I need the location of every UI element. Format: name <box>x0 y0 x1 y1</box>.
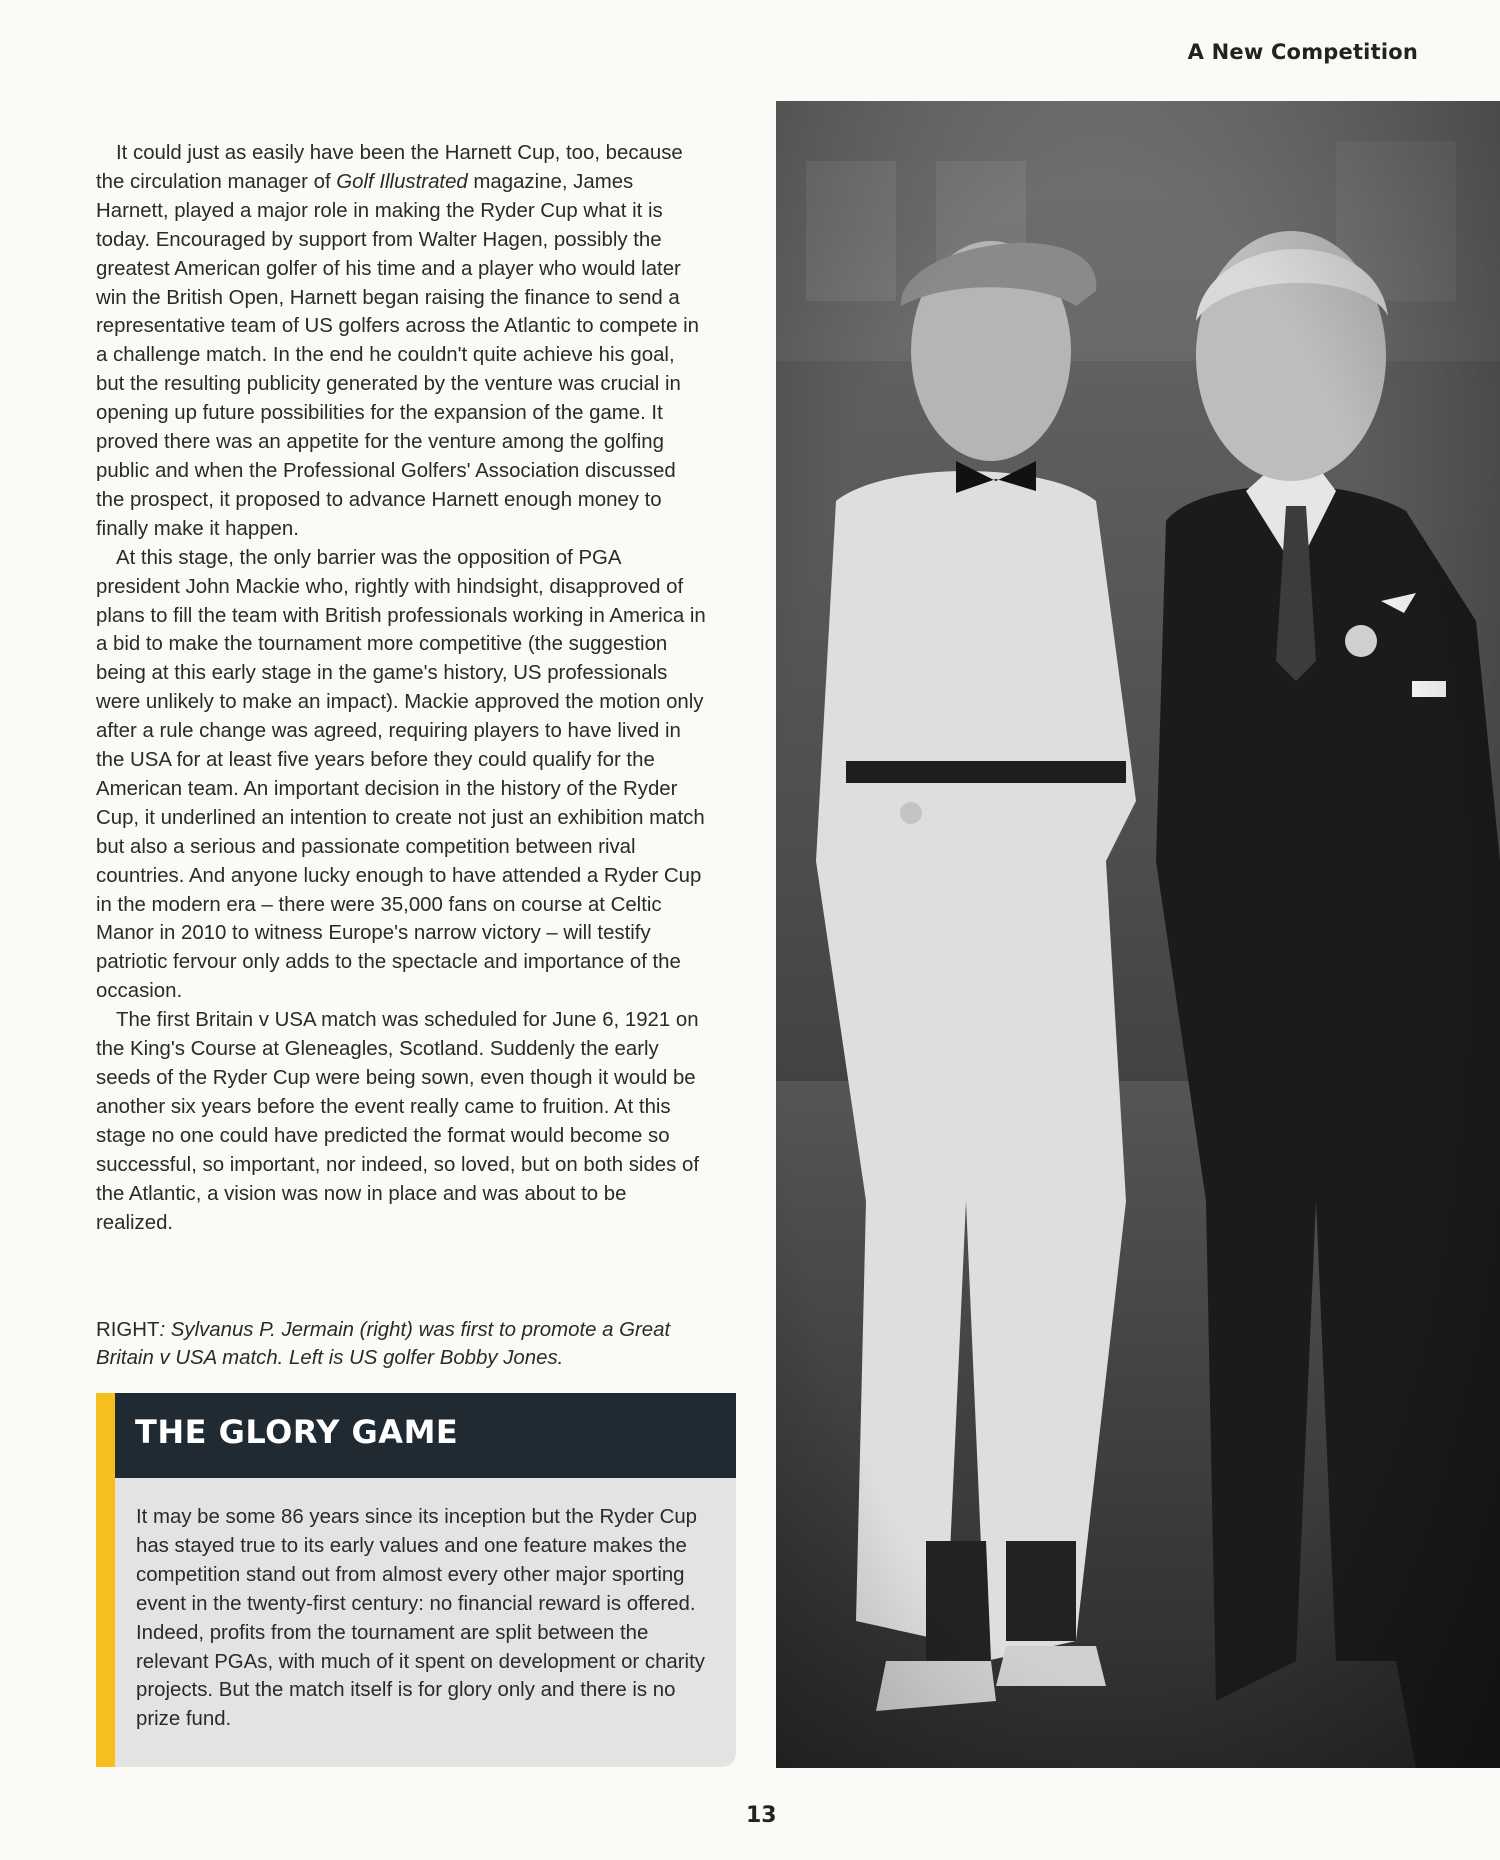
running-head: A New Competition <box>1187 40 1418 64</box>
sidebar-accent-bar <box>96 1393 115 1767</box>
page-number: 13 <box>746 1803 777 1828</box>
sidebar-title-bar <box>115 1393 736 1478</box>
caption-lead: RIGHT <box>96 1319 160 1341</box>
historic-photo <box>776 101 1500 1768</box>
photo-caption <box>96 1316 706 1372</box>
article-body <box>96 139 706 1237</box>
paragraph-text: It could just as easily have been the Harnett Cup, too, because the circulation manager of <box>96 142 683 193</box>
article-paragraph: At this stage, the only barrier was the opposition of PGA president John Mackie who, rightly with hindsight, disapproved of plans to fill the team with British professionals working in America in a bid to make the tournament more competitive (the suggestion being at this early stage in the game's history, US professionals were unlikely to make an impact). Mackie approved the motion only after a rule change was agreed, requiring players to have lived in the USA for at least five years before they could qualify for the American team. An important decision in the history of the Ryder Cup, it underlined an intention to create not just an exhibition match but also a serious and passionate competition between rival countries. And anyone lucky enough to have attended a Ryder Cup in the modern era – there were 35,000 fans on course at Celtic Manor in 2010 to witness Europe's narrow victory – will testify patriotic fervour only adds to the spectacle and importance of the occasion. <box>96 546 706 1003</box>
article-paragraph <box>96 139 706 544</box>
caption-text: : Sylvanus P. Jermain (right) was first to promote a Great Britain v USA match. Left is US golfer Bobby Jones. <box>96 1319 671 1369</box>
photo-vignette <box>776 101 1500 1768</box>
paragraph-text: magazine, James Harnett, played a major role in making the Ryder Cup what it is today. Encouraged by support from Walter Hagen, possibly the greatest American golfer of his time and a player who would later win the British Open, Harnett began raising the finance to send a representative team of US golfers across the Atlantic to compete in a challenge match. In the end he couldn't quite achieve his goal, but the resulting publicity generated by the venture was crucial in opening up future possibilities for the expansion of the game. It proved there was an appetite for the venture among the golfing public and when the Professional Golfers' Association discussed the prospect, it proposed to advance Harnett enough money to finally make it happen. <box>96 170 699 540</box>
article-paragraph: The first Britain v USA match was scheduled for June 6, 1921 on the King's Course at Gleneagles, Scotland. Suddenly the early seeds of the Ryder Cup were being sown, even though it would be another six years before the event really came to fruition. At this stage no one could have predicted the format would become so successful, so important, nor indeed, so loved, but on both sides of the Atlantic, a vision was now in place and was about to be realized. <box>96 1009 700 1234</box>
sidebar-title: THE GLORY GAME <box>135 1413 459 1451</box>
sidebar-body: It may be some 86 years since its inception but the Ryder Cup has stayed true to its early values and one feature makes the competition stand out from almost every other major sporting event in the twenty-first century: no financial reward is offered. Indeed, profits from the tournament are split between the relevant PGAs, with much of it spent on development or charity projects. But the match itself is for glory only and there is no prize fund. <box>136 1506 705 1731</box>
magazine-title: Golf Illustrated <box>336 170 468 193</box>
sidebar-box <box>96 1393 736 1767</box>
photo-illustration <box>776 101 1500 1768</box>
